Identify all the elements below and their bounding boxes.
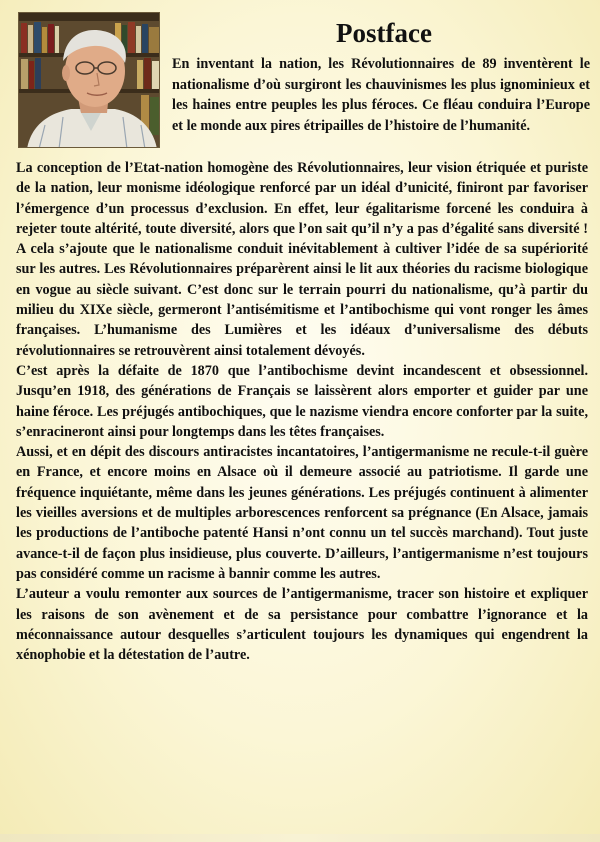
paragraph-3: Aussi, et en dépit des discours antiracistes incantatoires, l’antigermanisme ne recule-t-il guère en France, et encore moins en Alsace où il demeure associé au patriotisme. Il garde une fréquence inquiétante, même dans les jeunes générations. Les préjugés continuent à alimenter les vieilles aversions et de multiples arborescences renforcent sa prégnance (En Alsace, jamais les productions de l’antiboche patenté Hansi n’ont connu un tel succès marchand). Tout juste avance-t-il de façon plus insidieuse, plus couverte. D’ailleurs, l’antigermanisme n’est toujours pas considéré comme un racisme à bannir comme les autres. [16, 444, 588, 582]
author-portrait-image [19, 13, 160, 148]
body-text [16, 158, 588, 665]
paragraph-4: L’auteur a voulu remonter aux sources de l’antigermanisme, tracer son histoire et expliquer les raisons de son avènement et de sa persistance pour combattre l’ignorance et la méconnaissance autour desquelles s’articulent toujours les dynamiques qui engendrent la xénophobie et la détestation de l’autre. [16, 586, 588, 664]
paragraph-2: C’est après la défaite de 1870 que l’antibochisme devint incandescent et obsessionnel. Jusqu’en 1918, des générations de Français se laissèrent alors emporter et guider par une haine féroce. Les préjugés antibochiques, que le nazisme viendra encore conforter par la suite, s’enracineront ainsi pour longtemps dans les têtes françaises. [16, 362, 588, 440]
author-photo [18, 12, 160, 148]
paragraph-1: La conception de l’Etat-nation homogène des Révolutionnaires, leur vision étriquée et puriste de la nation, leur monisme idéologique renforcé par un idéal d’unicité, finiront par favoriser l’émergence d’un processus d’exclusion. En effet, leur égalitarisme forcené les conduira à rejeter toute altérité, toute diversité, alors que l’on sait qu’il n’y a pas d’égalité sans diversité ! A cela s’ajoute que le nationalisme conduit inévitablement à cultiver l’idée de sa supériorité sur les autres. Les Révolutionnaires préparèrent ainsi le lit aux théories du racisme biologique en vogue au siècle suivant. C’est donc sur le terrain pourri du nationalisme, qu’à partir du milieu du XIXe siècle, germeront l’antisémitisme et l’antibochisme qui vont ronger les âmes françaises. L’humanisme des Lumières et les idéaux d’universalisme des débuts révolutionnaires se retrouvèrent ainsi totalement dévoyés. [16, 160, 588, 359]
bottom-edge [0, 834, 600, 842]
page-title: Postface [336, 18, 432, 48]
intro-paragraph: En inventant la nation, les Révolutionnaires de 89 inventèrent le nationalisme d’où surgiront les chauvinismes les plus ignominieux et les haines entre peuples les plus féroces. Ce fléau conduira l’Europe et le monde aux pires étripailles de l’histoire de l’humanité. [172, 56, 590, 134]
